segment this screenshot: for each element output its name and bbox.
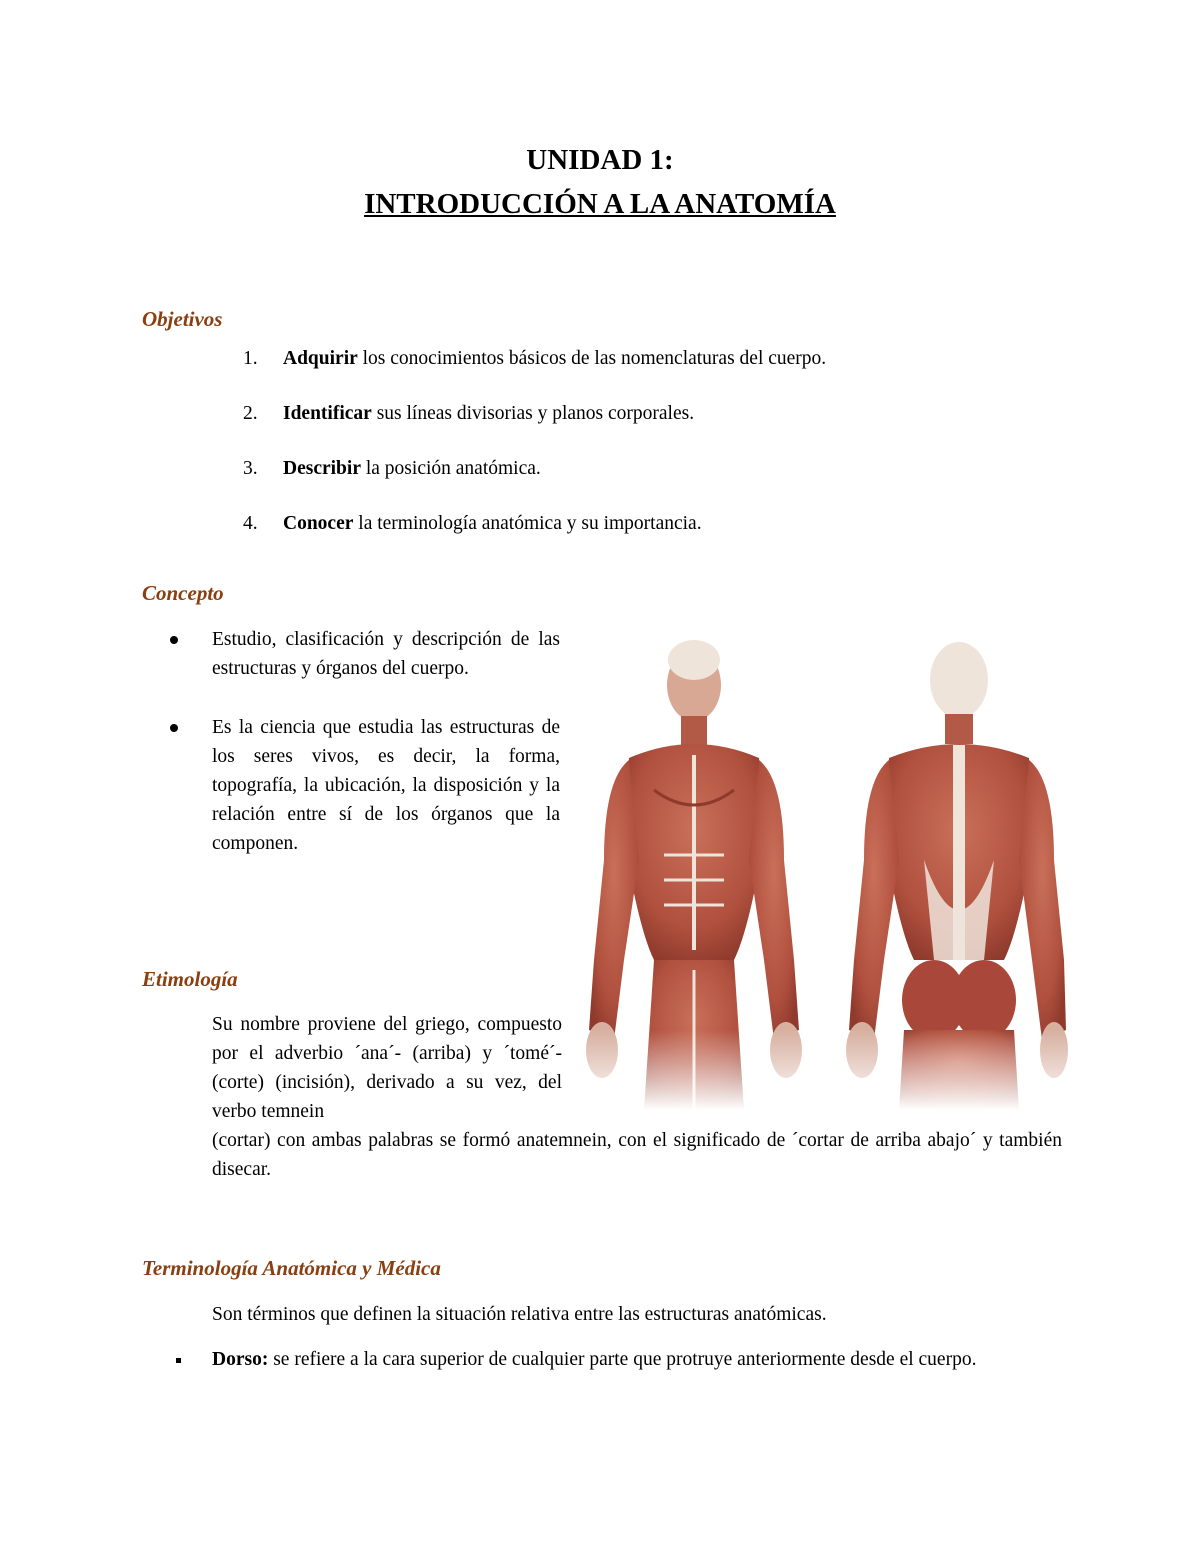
title-block: [0, 142, 1200, 222]
objetivo-text: la terminología anatómica y su importancia.: [353, 513, 702, 534]
dorso-item: [176, 1345, 1066, 1374]
etimologia-paragraph-start: Su nombre proviene del griego, compuesto por el adverbio ´ana´- (arriba) y ´tomé´- (corte) (incisión), derivado a su vez, del verbo temnein: [212, 1014, 562, 1122]
objetivo-number: 2.: [243, 403, 258, 424]
bullet-icon: [170, 724, 178, 732]
objetivo-item: [243, 401, 826, 456]
unit-title: UNIDAD 1:: [526, 144, 674, 176]
objetivo-item: [243, 346, 826, 401]
unit-subtitle: INTRODUCCIÓN A LA ANATOMÍA: [364, 188, 836, 220]
objetivo-text: la posición anatómica.: [360, 458, 541, 479]
concepto-item: [170, 713, 560, 858]
concepto-list: [170, 625, 560, 888]
objetivo-number: 4.: [243, 513, 258, 534]
terminologia-intro: Son términos que definen la situación relativa entre las estructuras anatómicas.: [212, 1304, 827, 1325]
objetivo-verb: Conocer: [283, 513, 354, 534]
dorso-text-line: [176, 1345, 1066, 1374]
dorso-term: Dorso:: [212, 1349, 269, 1370]
terminologia-heading: Terminología Anatómica y Médica: [142, 1256, 441, 1280]
concepto-text: Es la ciencia que estudia las estructuras de los seres vivos, es decir, la forma, topografía, la ubicación, la disposición y la relación entre sí de los órganos que la componen.: [212, 717, 560, 854]
objetivo-item: [243, 456, 826, 511]
bullet-icon: [176, 1358, 181, 1363]
objetivo-text: sus líneas divisorias y planos corporales.: [371, 403, 695, 424]
objetivo-number: 1.: [243, 348, 258, 369]
dorso-definition: se refiere a la cara superior de cualquier parte que protruye anteriormente desde el cuerpo.: [268, 1349, 977, 1370]
objetivo-text: los conocimientos básicos de las nomenclaturas del cuerpo.: [357, 348, 827, 369]
etimologia-heading: Etimología: [142, 967, 238, 991]
objetivo-number: 3.: [243, 458, 258, 479]
concepto-item: [170, 625, 560, 683]
etimologia-paragraph-end: (cortar) con ambas palabras se formó anatemnein, con el significado de ´cortar de arriba abajo´ y también disecar.: [212, 1130, 1062, 1180]
concepto-heading: Concepto: [142, 581, 224, 605]
objetivo-verb: Adquirir: [283, 348, 358, 369]
objetivo-verb: Describir: [283, 458, 361, 479]
objetivos-heading: Objetivos: [142, 307, 223, 331]
bullet-icon: [170, 636, 178, 644]
concepto-text: Estudio, clasificación y descripción de las estructuras y órganos del cuerpo.: [212, 629, 560, 679]
objetivo-item: [243, 511, 826, 566]
muscle-body-illustration: [584, 630, 1068, 1110]
objetivo-verb: Identificar: [283, 403, 372, 424]
objetivos-list: [243, 346, 826, 566]
anatomy-figure-image: [584, 630, 1068, 1110]
